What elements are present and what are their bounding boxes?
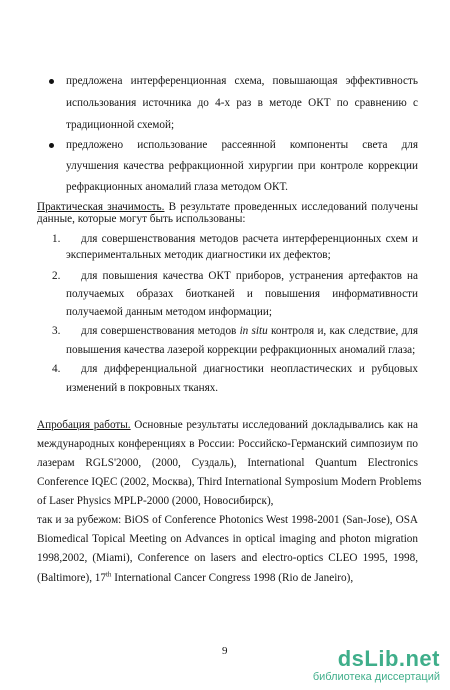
list-3-text-b: контроля и, как следствие, для [267,325,419,337]
list-1-line-2: экспериментальных методик диагностики их дефектов; [66,249,331,261]
bullet-2-line-1: предложено использование рассеянной компоненты света для [66,139,418,151]
page-number: 9 [222,645,228,657]
list-4-line-1: для дифференциальной диагностики неопластических и рубцовых [81,363,418,375]
ordinal-suffix: th [105,570,112,579]
approbation-line-6: так и за рубежом: BiOS of Conference Photonics West 1998-2001 (San-Jose), OSA [37,514,418,526]
bullet-1-line-3: традиционной схемой; [66,119,175,131]
approbation-line-9 [37,571,353,585]
watermark-subtitle: библиотека диссертаций [312,671,440,683]
list-1-line-1: для совершенствования методов расчета интерференционных схем и [81,233,418,245]
list-num-4: 4. [52,363,61,375]
approbation-heading: Апробация работы. [37,419,131,431]
practical-heading: Практическая значимость. [37,201,165,213]
list-2-line-2: получаемых образах биотканей и повышения информативности [66,288,418,300]
practical-heading-rest: В результате проведенных исследований получены [164,201,418,213]
watermark [313,647,440,684]
approbation-line-1 [37,418,418,432]
bullet-1-line-1: предложена интерференционная схема, повышающая эффективность [66,75,418,87]
list-num-1: 1. [52,233,61,245]
bullet-2-line-2: улучшения качества рефракционной хирургии при контроле коррекции [66,160,418,172]
approbation-line-2: международных конференциях в России: Российско-Германский симпозиум по [37,438,418,450]
watermark-logo: dsLib.net [337,646,440,671]
list-2-line-3: получаемой данным методом информации; [66,306,272,318]
list-2-line-1: для повышения качества ОКТ приборов, устранения артефактов на [81,270,418,282]
approbation-heading-rest: Основные результаты исследований докладывались как на [130,419,418,431]
list-3-line-2: повышения качества лазерой коррекции рефракционных аномалий глаза; [66,344,416,356]
list-3-line-1 [81,324,418,338]
bullet-dot-1 [49,79,54,84]
list-num-3: 3. [52,325,61,337]
approbation-line-7: Biomedical Topical Meeting on Advances in optical imaging and photon migration [37,533,418,545]
list-3-text-a: для совершенствования методов [81,325,240,337]
approbation-line-3: лазерам RGLS'2000, (2000, Суздаль), International Quantum Electronics [37,457,418,469]
approbation-line-9-a: (Baltimore), 17 [37,572,106,584]
list-num-2: 2. [52,270,61,282]
approbation-line-8: 1998,2002, (Miami), Conference on lasers and electro-optics CLEO 1995, 1998, [37,552,418,564]
list-4-line-2: изменений в покровных тканях. [66,382,219,394]
bullet-1-line-2: использования источника до 4-х раз в методе ОКТ по сравнению с [66,97,418,109]
approbation-line-9-b: International Cancer Congress 1998 (Rio de Janeiro), [111,572,354,584]
bullet-dot-2 [49,143,54,148]
bullet-2-line-3: рефракционных аномалий глаза методом ОКТ. [66,181,288,193]
list-3-in-situ: in situ [239,325,268,337]
practical-line-2: данные, которые могут быть использованы: [37,213,246,225]
approbation-line-5: of Laser Physics MPLP-2000 (2000, Новосибирск), [37,495,274,507]
approbation-line-4: Conference IQEC (2002, Москва), Third International Symposium Modern Problems [37,476,422,488]
